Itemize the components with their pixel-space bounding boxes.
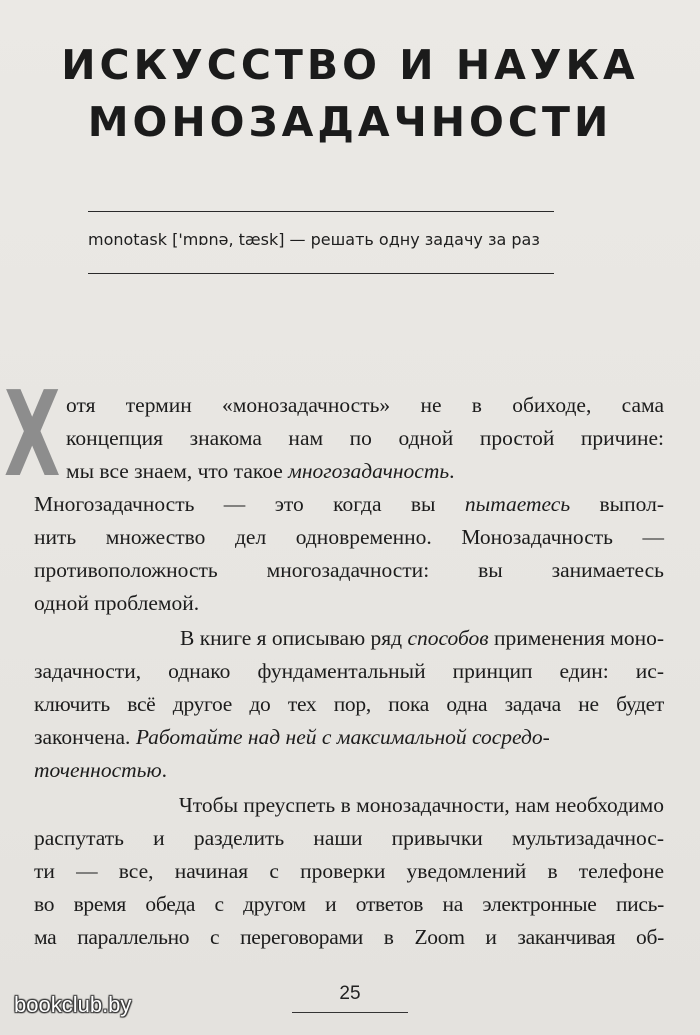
p3-line4-italic: Работайте над ней с максимальной сосредо- [135, 725, 550, 749]
footer-rule [292, 1012, 408, 1013]
chapter-title-line1: ИСКУССТВО И НАУКА [61, 41, 639, 89]
definition-top-rule [88, 211, 554, 212]
p3-line4-plain: закончена. [34, 725, 136, 749]
p4-line3: ти — все, начиная с проверки уведомлений в телефоне [34, 859, 664, 883]
p1-line3-plain: мы все знаем, что такое [66, 459, 289, 483]
definition-meaning: — решать одну задачу за раз [289, 230, 540, 249]
p2-line1-a: Многозадачность — это когда вы [34, 492, 465, 516]
p1-line3-italic: многозадачность [288, 459, 450, 483]
p3-line5-italic: точенностью [34, 758, 162, 782]
watermark: bookclub.by [14, 992, 132, 1017]
p2-line1-italic: пытаетесь [464, 492, 571, 516]
definition-bottom-rule [88, 273, 554, 274]
p2-line2: нить множество дел одновременно. Монозадачность — [34, 525, 664, 549]
p2-line3: противоположность многозадачности: вы занимаетесь [34, 558, 664, 582]
p3-line1 [34, 622, 664, 655]
p4-line5: ма параллельно с переговорами в Zoom и заканчивая об- [34, 925, 664, 949]
p4-line4: во время обеда с другом и ответов на электронные пись- [34, 892, 664, 916]
p4-line1: Чтобы преуспеть в монозадачности, нам необходимо [178, 793, 664, 817]
p1-line3-end: . [449, 459, 455, 483]
p3-line5 [34, 754, 167, 787]
p2-line4: одной проблемой. [34, 591, 200, 615]
definition-transcription: ['mɒnə, tæsk] [172, 230, 285, 249]
p1-line1: отя термин «монозадачность» не в обиходе, сама [66, 393, 664, 417]
p2-line1-b: выпол- [570, 492, 664, 516]
p3-line1-a: В книге я описываю ряд [180, 626, 408, 650]
page-number: 25 [339, 983, 361, 1004]
drop-cap: Х [4, 365, 61, 503]
chapter-title-line2: МОНОЗАДАЧНОСТИ [87, 98, 613, 146]
p3-line3: ключить всё другое до тех пор, пока одна задача не будет [34, 692, 664, 716]
p3-line2: задачности, однако фундаментальный принцип един: ис- [34, 659, 664, 683]
p4-line2: распутать и разделить наши привычки мультизадачнос- [34, 826, 664, 850]
p3-line4 [34, 721, 550, 754]
p1-line2: концепция знакома нам по одной простой причине: [66, 426, 664, 450]
p3-line5-end: . [161, 758, 167, 782]
p2-line1 [34, 488, 664, 521]
p3-line1-italic: способов [407, 626, 489, 650]
definition [88, 230, 568, 249]
p1-line3 [66, 455, 455, 488]
definition-term: monotask [88, 230, 167, 249]
p3-line1-b: применения моно- [488, 626, 664, 650]
